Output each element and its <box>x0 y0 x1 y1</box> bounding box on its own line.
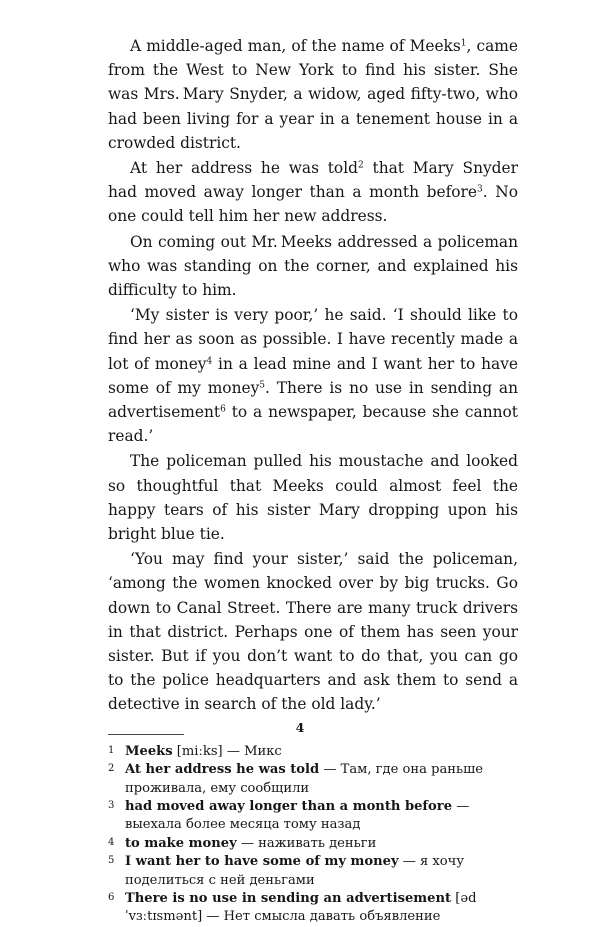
footnote-number: 3 <box>108 799 115 811</box>
footnote-ref: 6 <box>220 404 226 415</box>
text-run: to a newspaper, because she cannot read.’ <box>108 403 518 446</box>
footnote-number: 1 <box>108 744 115 756</box>
footnote-translation: — Там, где она раньше проживала, ему сообщили <box>125 762 484 796</box>
footnote-term: There is no use in sending an advertisement <box>125 890 452 906</box>
footnote-translation: — выехала более месяца тому назад <box>125 798 470 833</box>
footnote-number: 6 <box>108 891 115 903</box>
story-text <box>108 34 518 717</box>
footnote-term: to make money <box>125 835 237 851</box>
paragraph <box>108 449 518 546</box>
page-content <box>108 34 518 927</box>
footnote <box>108 798 518 835</box>
paragraph <box>108 303 518 448</box>
footnote-ref: 5 <box>259 380 266 391</box>
text-run: ‘You may find your sister,’ said the policeman, ‘among the women knocked over by big trucks. Go down to Canal Street. There are many truck drivers in that district. Perhaps one of them has seen your sister. But if you don’t want to do that, you can go to the police headquarters and ask them to send a detective in search of the old lady.’ <box>108 550 518 714</box>
text-run: . No one could tell him her new address. <box>108 183 518 226</box>
footnote-term: had moved away longer than a month before <box>125 798 453 814</box>
footnote-number: 5 <box>108 855 115 867</box>
footnote-ref: 4 <box>206 356 213 367</box>
footnote-term: Meeks <box>125 743 173 759</box>
footnote-ref: 1 <box>460 38 467 49</box>
text-run: A middle-aged man, of the name of Meeks <box>130 37 461 55</box>
footnote-term: At her address he was told <box>125 762 320 778</box>
footnote <box>108 853 518 890</box>
text-run: in a lead mine and I want her to have some of my money <box>108 354 518 397</box>
footnote <box>108 743 518 761</box>
text-run: . There is no use in sending an advertisement <box>108 378 518 422</box>
paragraph <box>108 156 518 229</box>
footnote-translation: [miːks] — Микс <box>172 743 282 759</box>
footnote <box>108 761 518 798</box>
footnote-translation: — наживать деньги <box>236 835 377 851</box>
footnote <box>108 835 518 853</box>
footnote-number: 2 <box>108 763 115 775</box>
text-run: , came from the West to New York to find his sister. She was Mrs. Mary Snyder, a widow, aged fifty-two, who had been living for a year in a tenement house in a crowded district. <box>108 37 518 152</box>
footnotes <box>108 743 518 927</box>
paragraph <box>108 230 518 303</box>
text-run: that Mary Snyder had moved away longer than a month before <box>108 159 518 202</box>
footnote-ref: 3 <box>477 184 483 195</box>
footnote-term: I want her to have some of my money <box>125 854 399 870</box>
text-run: At her address he was told <box>130 159 358 178</box>
text-run: The policeman pulled his moustache and looked so thoughtful that Meeks could almost feel the happy tears of his sister Mary dropping upon his bright blue tie. <box>108 452 518 544</box>
page-number: 4 <box>295 720 305 735</box>
footnote-translation: [ədˈvɜːtɪsmənt] — Нет смысла давать объявление <box>125 890 477 925</box>
paragraph <box>108 547 518 716</box>
footnote <box>108 890 518 927</box>
paragraph <box>108 34 518 155</box>
footnote-ref: 2 <box>357 160 364 171</box>
footnote-translation: — я хочу поделиться с ней деньгами <box>125 854 465 888</box>
text-run: ‘My sister is very poor,’ he said. ‘I should like to find her as soon as possible. I have recently made a lot of money <box>108 306 518 373</box>
text-run: On coming out Mr. Meeks addressed a policeman who was standing on the corner, and explained his difficulty to him. <box>108 232 518 300</box>
footnote-number: 4 <box>108 836 115 848</box>
